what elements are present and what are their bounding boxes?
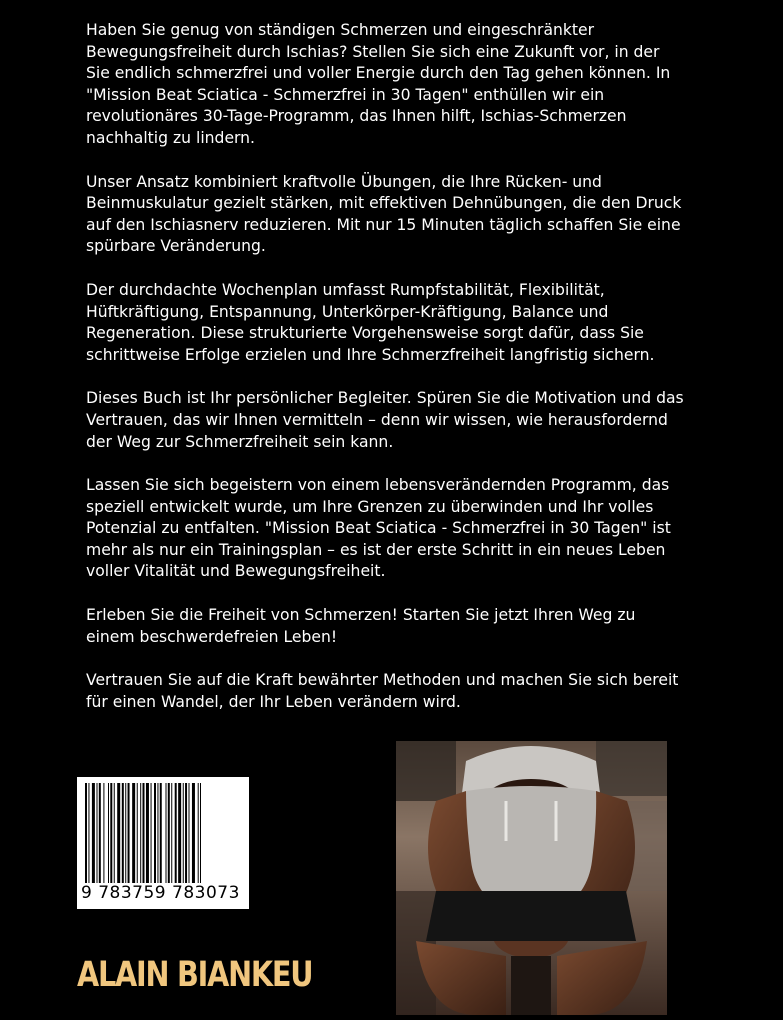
barcode-bars (85, 783, 241, 883)
isbn-number: 9 783759 783073 (81, 883, 240, 903)
athlete-photo-icon (396, 741, 667, 1015)
paragraph: Lassen Sie sich begeistern von einem lebensverändernden Programm, das speziell entwickelt wurde, um Ihre Grenzen zu überwinden und Ihr volles Potenzial zu entfalten. "Mission Beat Sciatica - Schmerzfrei in 30 Tagen" ist mehr als nur ein Trainingsplan – es ist der erste Schritt in ein neues Leben voller Vitalität und Bewegungsfreiheit. (86, 476, 671, 581)
back-cover-description (86, 20, 686, 735)
barcode-bar (103, 783, 104, 883)
paragraph: Unser Ansatz kombiniert kraftvolle Übungen, die Ihre Rücken- und Beinmuskulatur gezielt stärken, mit effektiven Dehnübungen, die den Druck auf den Ischiasnerv reduzieren. Mit nur 15 Minuten täglich schaffen Sie eine spürbare Veränderung. (86, 172, 682, 256)
paragraph: Erleben Sie die Freiheit von Schmerzen! Starten Sie jetzt Ihren Weg zu einem beschwerdefreien Leben! (86, 606, 636, 646)
barcode-bar (85, 783, 87, 883)
barcode-bar (143, 783, 145, 883)
barcode-bar (146, 783, 149, 883)
barcode-bar (117, 783, 120, 883)
isbn-barcode (77, 777, 249, 909)
barcode-bar (168, 783, 170, 883)
barcode-bar (125, 783, 126, 883)
barcode-bar (97, 783, 98, 883)
barcode-bar (171, 783, 172, 883)
barcode-bar (192, 783, 195, 883)
barcode-bar (185, 783, 187, 883)
barcode-bar (166, 783, 167, 883)
barcode-bar (178, 783, 181, 883)
barcode-bar (108, 783, 109, 883)
barcode-bar (110, 783, 112, 883)
athlete-photo (396, 741, 667, 1015)
paragraph: Vertrauen Sie auf die Kraft bewährter Methoden und machen Sie sich bereit für einen Wandel, der Ihr Leben verändern wird. (86, 671, 679, 711)
paragraph: Dieses Buch ist Ihr persönlicher Begleiter. Spüren Sie die Motivation und das Vertrauen, das wir Ihnen vermitteln – denn wir wissen, wie herausfordernd der Weg zur Schmerzfreiheit sein kann. (86, 389, 684, 451)
barcode-bar (175, 783, 177, 883)
barcode-bar (200, 783, 201, 883)
barcode-bar (160, 783, 162, 883)
barcode-bar (137, 783, 138, 883)
paragraph: Der durchdachte Wochenplan umfasst Rumpfstabilität, Flexibilität, Hüftkräftigung, Entspannung, Unterkörper-Kräftigung, Balance und Regeneration. Diese strukturierte Vorgehensweise sorgt dafür, dass Sie schrittweise Erfolge erzielen und Ihre Schmerzfreiheit langfristig sichern. (86, 280, 655, 364)
barcode-bar (198, 783, 199, 883)
barcode-bar (122, 783, 124, 883)
barcode-bar (128, 783, 130, 883)
barcode-bar (189, 783, 190, 883)
paragraph: Haben Sie genug von ständigen Schmerzen und eingeschränkter Bewegungsfreiheit durch Ischias? Stellen Sie sich eine Zukunft vor, in der Sie endlich schmerzfrei und voller Energie durch den Tag gehen können. In "Mission Beat Sciatica - Schmerzfrei in 30 Tagen" enthüllen wir ein revolutionäres 30-Tage-Programm, das Ihnen hilft, Ischias-Schmerzen nachhaltig zu lindern. (86, 21, 671, 147)
barcode-bar (183, 783, 184, 883)
author-name: ALAIN BIANKEU (77, 955, 313, 995)
barcode-bar (92, 783, 95, 883)
barcode-bar (140, 783, 141, 883)
barcode-bar (154, 783, 156, 883)
barcode-bar (132, 783, 135, 883)
barcode-bar (151, 783, 152, 883)
barcode-bar (114, 783, 115, 883)
barcode-bar (157, 783, 158, 883)
barcode-bar (99, 783, 101, 883)
barcode-bar (88, 783, 89, 883)
